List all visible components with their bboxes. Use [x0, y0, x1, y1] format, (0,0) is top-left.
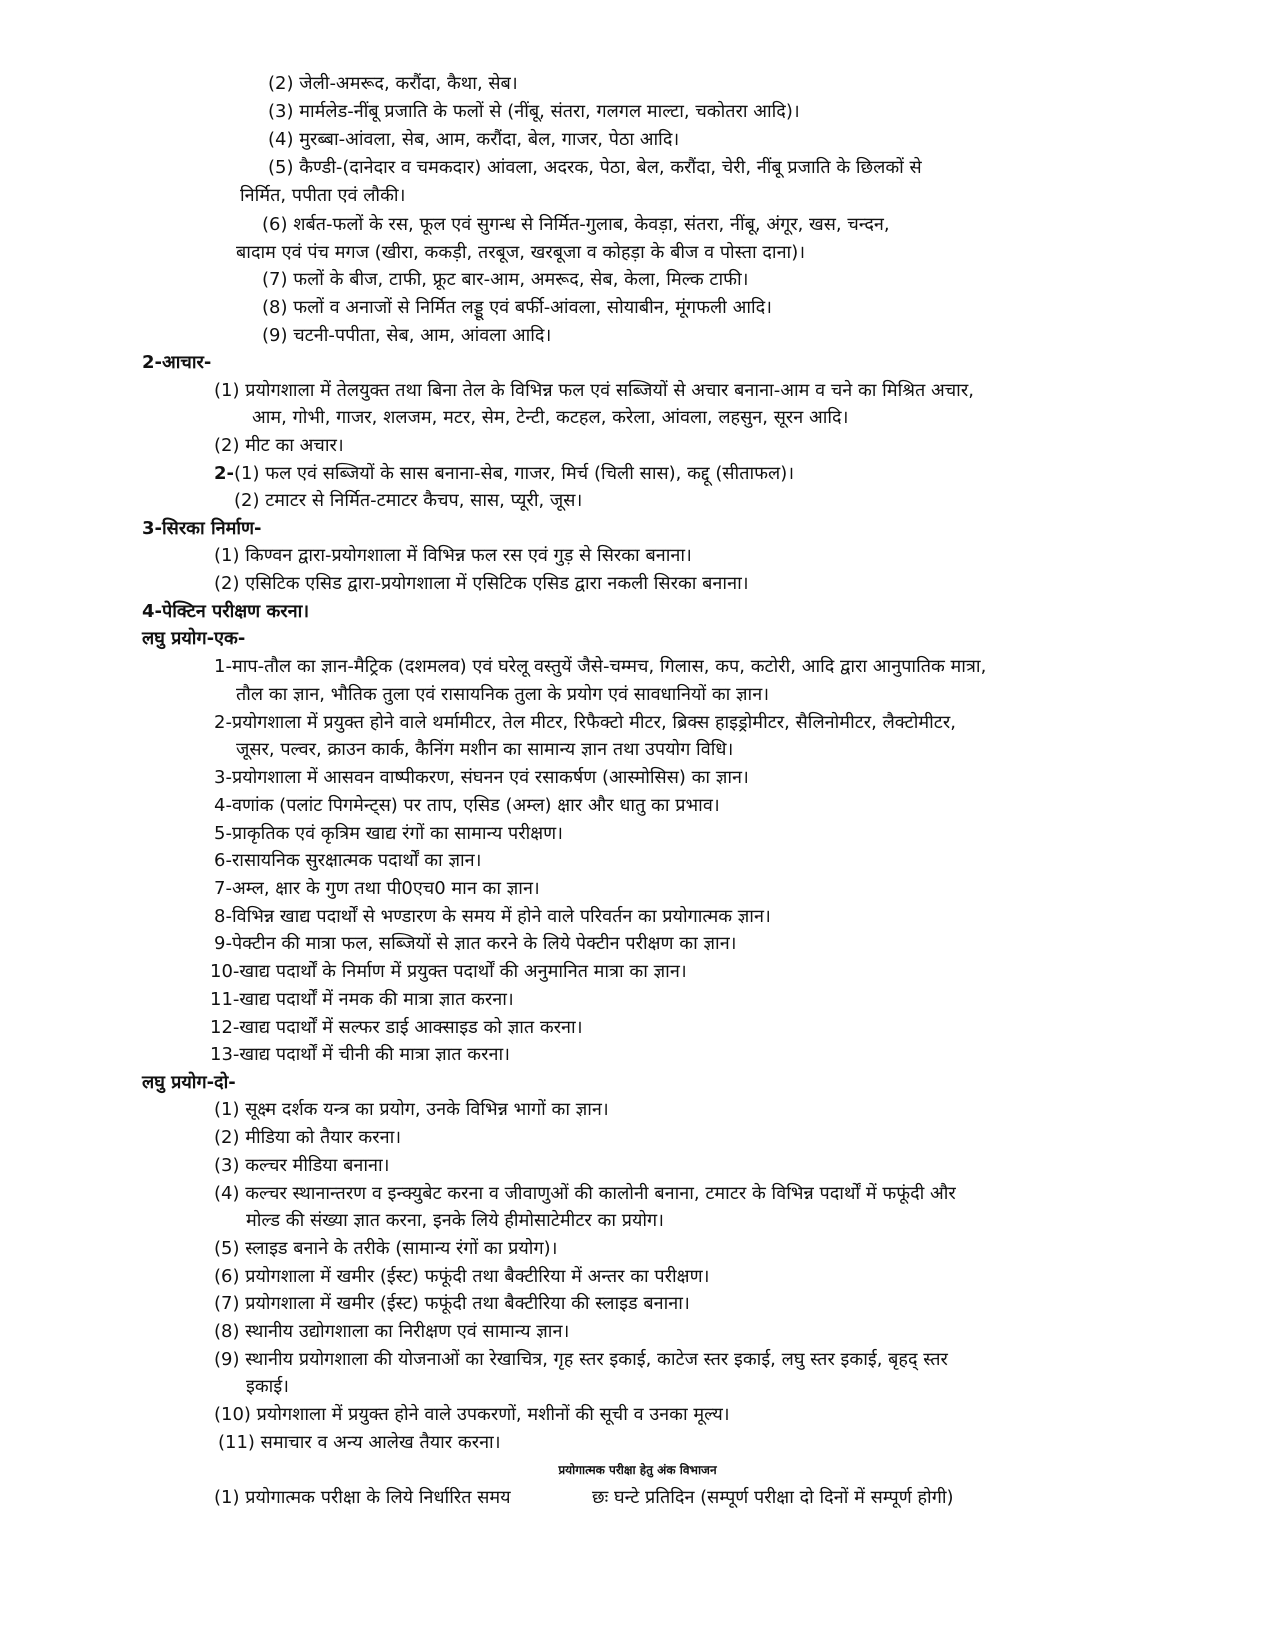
- exp1-item-8: 8-विभिन्न खाद्य पदार्थों से भण्डारण के समय में होने वाले परिवर्तन का प्रयोगात्मक ज्ञान।: [214, 906, 771, 927]
- sec2-heading: 2-आचार-: [142, 352, 212, 373]
- exp2-item-8: (8) स्थानीय उद्योगशाला का निरीक्षण एवं सामान्य ज्ञान।: [214, 1321, 570, 1342]
- exp2-item-3: (3) कल्चर मीडिया बनाना।: [214, 1155, 390, 1176]
- sec2-sub-1-text: (1) फल एवं सब्जियों के सास बनाना-सेब, गाजर, मिर्च (चिली सास), कद्दू (सीताफल)।: [234, 463, 795, 484]
- exp2-item-4-cont: मोल्ड की संख्या ज्ञात करना, इनके लिये हीमोसाटेमीटर का प्रयोग।: [246, 1210, 665, 1231]
- exp2-item-7: (7) प्रयोगशाला में खमीर (ईस्ट) फफूंदी तथा बैक्टीरिया की स्लाइड बनाना।: [214, 1293, 690, 1314]
- exp1-item-12: 12-खाद्य पदार्थों में सल्फर डाई आक्साइड को ज्ञात करना।: [210, 1017, 583, 1038]
- exp1-heading: लघु प्रयोग-एक-: [142, 628, 246, 649]
- exp2-item-5: (5) स्लाइड बनाने के तरीके (सामान्य रंगों का प्रयोग)।: [214, 1238, 558, 1259]
- exp1-item-10: 10-खाद्य पदार्थों के निर्माण में प्रयुक्त पदार्थों की अनुमानित मात्रा का ज्ञान।: [210, 961, 687, 982]
- exp2-item-2: (2) मीडिया को तैयार करना।: [214, 1127, 402, 1148]
- sec2-sub-1: [214, 462, 794, 486]
- sec3-heading: 3-सिरका निर्माण-: [142, 518, 262, 539]
- marks-line-1-right: छः घन्टे प्रतिदिन (सम्पूर्ण परीक्षा दो दिनों में सम्पूर्ण होगी): [592, 1487, 954, 1508]
- sec3-item-1: (1) किण्वन द्वारा-प्रयोगशाला में विभिन्न फल रस एवं गुड़ से सिरका बनाना।: [214, 545, 692, 566]
- marks-line-1: [214, 1486, 511, 1510]
- exp1-item-3: 3-प्रयोगशाला में आसवन वाष्पीकरण, संघनन एवं रसाकर्षण (आस्मोसिस) का ज्ञान।: [214, 767, 749, 788]
- exp1-item-1: 1-माप-तौल का ज्ञान-मैट्रिक (दशमलव) एवं घरेलू वस्तुयें जैसे-चम्मच, गिलास, कप, कटोरी, आदि द्वारा आनुपातिक मात्रा,: [214, 656, 987, 677]
- sec1-item-5: (5) कैण्डी-(दानेदार व चमकदार) आंवला, अदरक, पेठा, बेल, करौंदा, चेरी, नींबू प्रजाति के छिलकों से: [268, 157, 922, 178]
- sec1-item-6: (6) शर्बत-फलों के रस, फूल एवं सुगन्ध से निर्मित-गुलाब, केवड़ा, संतरा, नींबू, अंगूर, खस, चन्दन,: [262, 214, 890, 235]
- exp1-item-4: 4-वणांक (पलांट पिगमेन्ट्स) पर ताप, एसिड (अम्ल) क्षार और धातु का प्रभाव।: [214, 795, 720, 816]
- exp2-item-6: (6) प्रयोगशाला में खमीर (ईस्ट) फफूंदी तथा बैक्टीरिया में अन्तर का परीक्षण।: [214, 1266, 710, 1287]
- exp1-item-13: 13-खाद्य पदार्थों में चीनी की मात्रा ज्ञात करना।: [210, 1044, 510, 1065]
- sec2-sub-2: (2) टमाटर से निर्मित-टमाटर कैचप, सास, प्यूरी, जूस।: [234, 490, 583, 511]
- exp2-item-9: (9) स्थानीय प्रयोगशाला की योजनाओं का रेखाचित्र, गृह स्तर इकाई, काटेज स्तर इकाई, लघु स्तर इकाई, बृहद् स्तर: [214, 1349, 948, 1370]
- exp1-item-9: 9-पेक्टीन की मात्रा फल, सब्जियों से ज्ञात करने के लिये पेक्टीन परीक्षण का ज्ञान।: [214, 933, 737, 954]
- sec2-item-2: (2) मीट का अचार।: [214, 435, 344, 456]
- sec1-item-9: (9) चटनी-पपीता, सेब, आम, आंवला आदि।: [262, 325, 552, 346]
- exp2-item-11: (11) समाचार व अन्य आलेख तैयार करना।: [218, 1432, 501, 1453]
- exp1-item-5: 5-प्राकृतिक एवं कृत्रिम खाद्य रंगों का सामान्य परीक्षण।: [214, 823, 563, 844]
- sec2-item-1: (1) प्रयोगशाला में तेलयुक्त तथा बिना तेल के विभिन्न फल एवं सब्जियों से अचार बनाना-आम व चने का मिश्रित अचार,: [214, 380, 974, 401]
- sec1-item-5-cont: निर्मित, पपीता एवं लौकी।: [240, 185, 406, 206]
- marks-line-1-left: (1) प्रयोगात्मक परीक्षा के लिये निर्धारित समय: [214, 1487, 511, 1508]
- sec3-item-2: (2) एसिटिक एसिड द्वारा-प्रयोगशाला में एसिटिक एसिड द्वारा नकली सिरका बनाना।: [214, 573, 749, 594]
- exp1-item-1-cont: तौल का ज्ञान, भौतिक तुला एवं रासायनिक तुला के प्रयोग एवं सावधानियों का ज्ञान।: [236, 684, 770, 705]
- exp1-item-2-cont: जूसर, पल्वर, क्राउन कार्क, कैनिंग मशीन का सामान्य ज्ञान तथा उपयोग विधि।: [236, 739, 734, 760]
- sec1-item-8: (8) फलों व अनाजों से निर्मित लड्डू एवं बर्फी-आंवला, सोयाबीन, मूंगफली आदि।: [262, 297, 773, 318]
- exp1-item-2: 2-प्रयोगशाला में प्रयुक्त होने वाले थर्मामीटर, तेल मीटर, रिफैक्टो मीटर, ब्रिक्स हाइड्रोमीटर, सैलिनोमीटर, लैक्टोमीटर,: [214, 712, 956, 733]
- exp1-item-7: 7-अम्ल, क्षार के गुण तथा पी0एच0 मान का ज्ञान।: [214, 878, 540, 899]
- sec4-heading: 4-पेक्टिन परीक्षण करना।: [142, 601, 310, 622]
- sec1-item-2: (2) जेली-अमरूद, करौंदा, कैथा, सेब।: [268, 73, 518, 94]
- sec2-sub-prefix: 2-: [214, 463, 234, 484]
- sec1-item-6-cont: बादाम एवं पंच मगज (खीरा, ककड़ी, तरबूज, खरबूजा व कोहड़ा के बीज व पोस्ता दाना)।: [236, 242, 806, 263]
- exp2-item-4: (4) कल्चर स्थानान्तरण व इन्क्युबेट करना व जीवाणुओं की कालोनी बनाना, टमाटर के विभिन्न पदार्थों में फफूंदी और: [214, 1183, 956, 1204]
- exp1-item-6: 6-रासायनिक सुरक्षात्मक पदार्थों का ज्ञान।: [214, 850, 482, 871]
- exp2-heading: लघु प्रयोग-दो-: [142, 1072, 236, 1093]
- sec2-item-1-cont: आम, गोभी, गाजर, शलजम, मटर, सेम, टेन्टी, कटहल, करेला, आंवला, लहसुन, सूरन आदि।: [252, 407, 849, 428]
- sec1-item-3: (3) मार्मलेड-नींबू प्रजाति के फलों से (नींबू, संतरा, गलगल माल्टा, चकोतरा आदि)।: [268, 101, 800, 122]
- exp2-item-10: (10) प्रयोगशाला में प्रयुक्त होने वाले उपकरणों, मशीनों की सूची व उनका मूल्य।: [214, 1404, 730, 1425]
- exp2-item-1: (1) सूक्ष्म दर्शक यन्त्र का प्रयोग, उनके विभिन्न भागों का ज्ञान।: [214, 1099, 609, 1120]
- exp2-item-9-cont: इकाई।: [246, 1376, 289, 1397]
- sec1-item-7: (7) फलों के बीज, टाफी, फ्रूट बार-आम, अमरूद, सेब, केला, मिल्क टाफी।: [262, 269, 749, 290]
- exp1-item-11: 11-खाद्य पदार्थों में नमक की मात्रा ज्ञात करना।: [210, 989, 514, 1010]
- sec1-item-4: (4) मुरब्बा-आंवला, सेब, आम, करौंदा, बेल, गाजर, पेठा आदि।: [268, 129, 680, 150]
- marks-heading: प्रयोगात्मक परीक्षा हेतु अंक विभाजन: [558, 1463, 717, 1477]
